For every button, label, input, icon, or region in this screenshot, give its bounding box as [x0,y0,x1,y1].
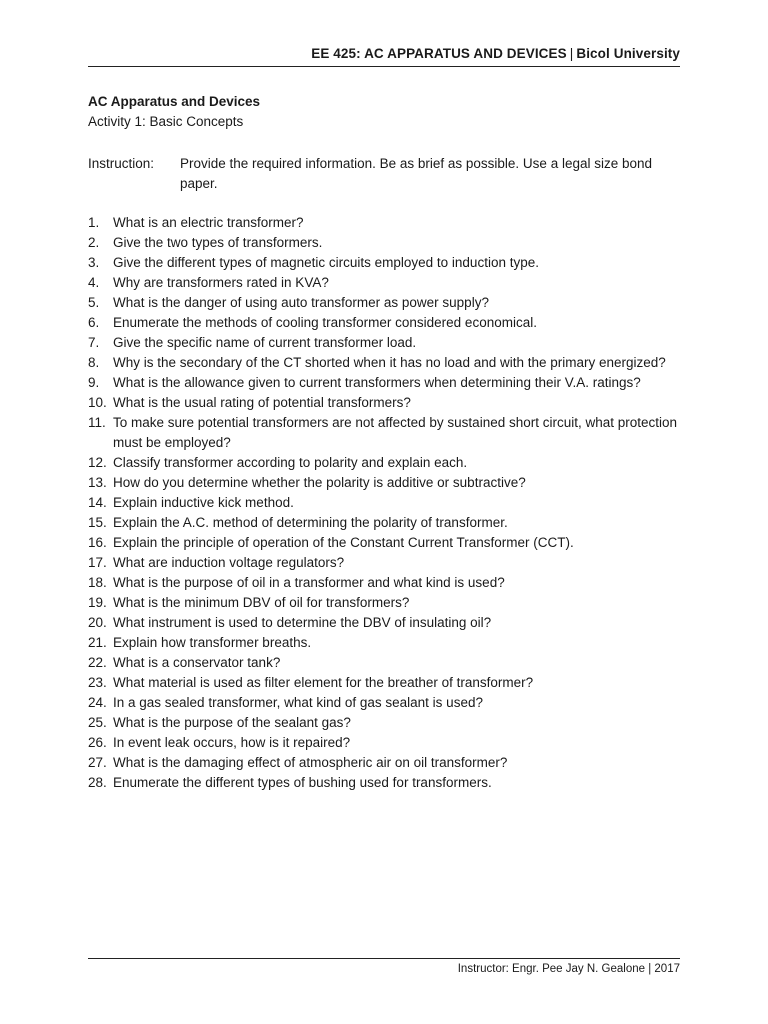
question-item [88,613,688,633]
question-text: Explain the A.C. method of determining the polarity of transformer. [113,515,508,530]
question-item [88,593,688,613]
question-item [88,373,688,393]
question-item [88,573,688,593]
question-item [88,453,688,473]
question-text: Explain inductive kick method. [113,495,294,510]
question-text: Why is the secondary of the CT shorted when it has no load and with the primary energized? [113,355,666,370]
question-item [88,513,688,533]
question-item [88,753,688,773]
question-number: 9. [88,375,100,390]
question-number: 23. [88,675,107,690]
question-text: What is an electric transformer? [113,215,304,230]
question-list [88,213,688,793]
header-separator: | [569,46,574,61]
question-number: 7. [88,335,100,350]
question-text: Give the two types of transformers. [113,235,323,250]
instructor-footer: Instructor: Engr. Pee Jay N. Gealone | 2017 [457,963,680,975]
question-item [88,553,688,573]
question-number: 10. [88,395,107,410]
question-number: 27. [88,755,107,770]
instruction-text: Provide the required information. Be as brief as possible. Use a legal size bond paper. [180,156,653,191]
question-item [88,413,688,453]
question-text: To make sure potential transformers are not affected by sustained short circuit, what protection must be employed? [113,415,678,450]
question-number: 5. [88,295,100,310]
question-number: 8. [88,355,100,370]
question-item [88,333,688,353]
question-text: Explain how transformer breaths. [113,635,312,650]
question-number: 11. [88,415,106,430]
question-number: 22. [88,655,107,670]
question-item [88,673,688,693]
question-item [88,353,688,373]
header-divider [88,66,680,67]
question-text: Enumerate the different types of bushing used for transformers. [113,775,492,790]
question-number: 4. [88,275,100,290]
question-text: In event leak occurs, how is it repaired? [113,735,351,750]
question-text: Enumerate the methods of cooling transformer considered economical. [113,315,537,330]
question-number: 21. [88,635,107,650]
footer-divider [88,958,680,959]
question-number: 3. [88,255,100,270]
question-number: 1. [88,215,100,230]
question-item [88,653,688,673]
question-number: 16. [88,535,107,550]
question-number: 17. [88,555,107,570]
question-text: Classify transformer according to polarity and explain each. [113,455,468,470]
question-number: 26. [88,735,107,750]
question-number: 2. [88,235,100,250]
page-header [88,46,680,61]
question-item [88,693,688,713]
question-number: 28. [88,775,107,790]
question-text: What is the danger of using auto transformer as power supply? [113,295,489,310]
question-number: 15. [88,515,107,530]
question-number: 25. [88,715,107,730]
question-number: 12. [88,455,107,470]
question-text: How do you determine whether the polarity is additive or subtractive? [113,475,526,490]
question-text: What is a conservator tank? [113,655,281,670]
instruction-label: Instruction: [88,156,155,171]
question-text: What is the allowance given to current transformers when determining their V.A. ratings? [113,375,641,390]
question-item [88,773,688,793]
question-text: What is the usual rating of potential transformers? [113,395,411,410]
question-number: 18. [88,575,107,590]
question-number: 13. [88,475,107,490]
question-number: 24. [88,695,107,710]
course-title: EE 425: AC APPARATUS AND DEVICES [311,46,567,61]
activity-subtitle: Activity 1: Basic Concepts [88,114,244,129]
document-title: AC Apparatus and Devices [88,94,261,109]
question-text: What is the purpose of oil in a transformer and what kind is used? [113,575,505,590]
question-text: Explain the principle of operation of the Constant Current Transformer (CCT). [113,535,574,550]
question-item [88,493,688,513]
question-number: 14. [88,495,107,510]
question-item [88,293,688,313]
question-number: 6. [88,315,100,330]
question-item [88,533,688,553]
question-text: What is the damaging effect of atmospheric air on oil transformer? [113,755,508,770]
instruction-block [88,154,680,194]
question-text: What are induction voltage regulators? [113,555,345,570]
question-text: In a gas sealed transformer, what kind of gas sealant is used? [113,695,483,710]
question-item [88,393,688,413]
question-text: What is the purpose of the sealant gas? [113,715,351,730]
question-item [88,633,688,653]
question-number: 20. [88,615,107,630]
question-text: Give the different types of magnetic circuits employed to induction type. [113,255,539,270]
question-item [88,273,688,293]
question-text: What is the minimum DBV of oil for transformers? [113,595,410,610]
question-item [88,733,688,753]
university-name: Bicol University [576,46,680,61]
question-item [88,233,688,253]
question-item [88,313,688,333]
question-item [88,253,688,273]
question-text: What material is used as filter element for the breather of transformer? [113,675,534,690]
question-text: Why are transformers rated in KVA? [113,275,329,290]
question-text: What instrument is used to determine the DBV of insulating oil? [113,615,492,630]
question-item [88,473,688,493]
question-item [88,713,688,733]
question-item [88,213,688,233]
question-number: 19. [88,595,107,610]
question-text: Give the specific name of current transformer load. [113,335,417,350]
